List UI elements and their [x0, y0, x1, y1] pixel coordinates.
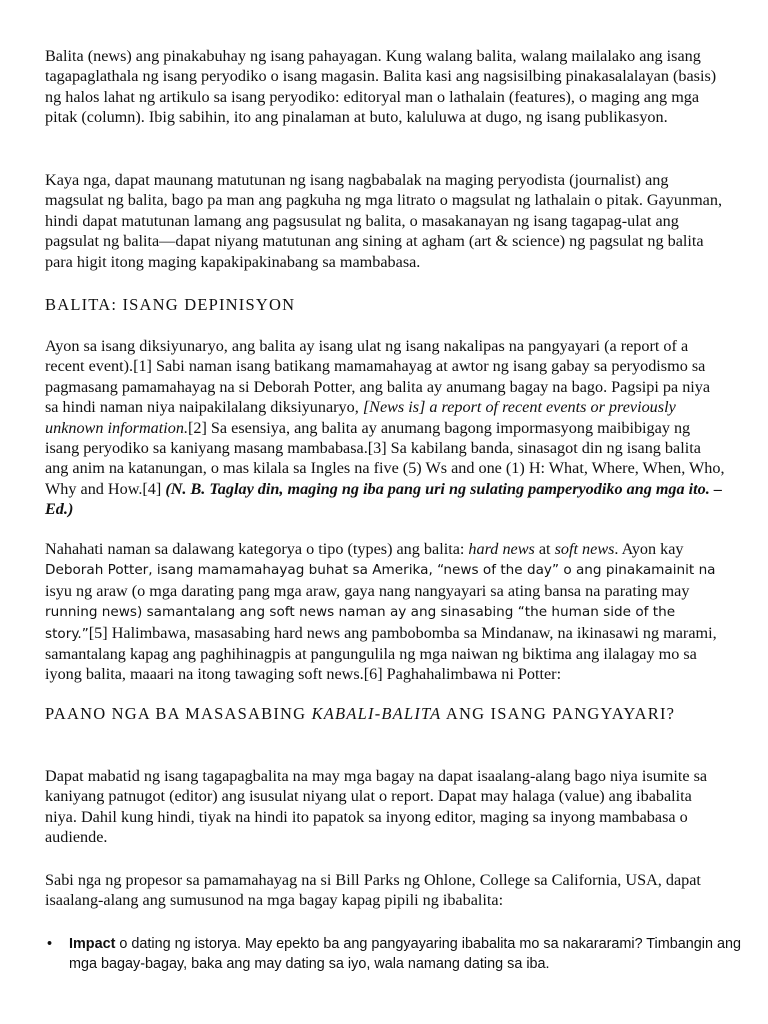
bullet-marker: • — [47, 936, 53, 952]
types-sans-text-1: Deborah Potter, isang mamamahayag buhat sa Amerika, “news of the day” o ang pinakamainit na — [45, 562, 716, 579]
types-text-3: isyu ng araw (o mga darating pang mga araw, gaya nang nangyayari sa ating bansa na parating may — [45, 581, 690, 600]
list-item — [45, 934, 759, 974]
definition-text-1: Ayon sa isang diksiyunaryo, ang balita ay isang ulat ng isang nakalipas na pangyayari (a report of a recent event).[1] Sabi naman isang batikang mamamahayag at awtor ng isang gabay sa peryodismo sa pagmasang pamamahayag na si Deborah Potter, ang balita ay anumang bagay na bago. Pagsipi pa niya sa hindi naman niya naipakilalang diksiyunaryo, — [45, 337, 711, 417]
term-hard-news: hard news — [468, 540, 535, 558]
bullet-lead-term: Impact — [69, 936, 116, 952]
term-soft-news: soft news — [554, 540, 615, 558]
heading-newsworthy-2: ANG ISANG PANGYAYARI? — [441, 704, 676, 723]
types-text-1: Nahahati naman sa dalawang kategorya o tipo (types) ang balita: — [45, 540, 469, 558]
bullet-text: o dating ng istorya. May epekto ba ang pangyayaring ibabalita mo sa nakararami? Timbangin ang mga bagay-bagay, baka ang may dating sa iyo, wala namang dating sa iba. — [69, 936, 741, 972]
heading-newsworthy — [45, 703, 725, 724]
types-sans-text-2: running news) samantalang ang soft news naman ay ang sinasabing “the human side of the story.” — [45, 604, 676, 642]
paragraph-news-value: Dapat mabatid ng isang tagapagbalita na may mga bagay na dapat isaalang-alang bago niya isumite sa kaniyang patnugot (editor) ang isusulat niyang ulat o report. Dapat may halaga (value) ang ibabalita niya. Dahil kung hindi, tiyak na hindi ito papatok sa inyong editor, maging sa inyong mambabasa o audiende. — [45, 767, 708, 847]
paragraph-learning-news: Kaya nga, dapat maunang matutunan ng isang nagbabalak na maging peryodista (journalist) ang magsulat ng balita, bago pa man ang pagkuha ng mga litrato o magsulat ng lathalain o pitak. Gayunman, hindi dapat matutunan lamang ang pagsusulat ng balita, o masakanayan ng isang tagapag-ulat ang pagsulat ng balita—dapat niyang matutunan ang sining at agham (art & science) ng pagsulat ng balita para higit itong maging kapakipakinabang sa mambabasa. — [45, 171, 723, 271]
types-text-4: [5] Halimbawa, masasabing hard news ang pambobomba sa Mindanaw, na ikinasawi ng marami, samantalang kapag ang paghihinagpis at pangungulila ng mga naiwan ng biktima ang ilalagay mo sa iyong balita, maaari na itong tawaging soft news.[6] Paghahalimbawa ni Potter: — [45, 623, 717, 684]
definition-text-2: [2] Sa esensiya, ang balita ay anumang bagong impormasyong maibibigay ng isang peryodiko sa kaniyang masang mambabasa.[3] Sa kabilang banda, sinasagot din ng isang balita ang anim na katanungan, o mas kilala sa Ingles na five (5) Ws and one (1) H: What, Where, When, Who, Why and How.[4] — [45, 418, 725, 498]
heading-newsworthy-italic: KABALI-BALITA — [311, 704, 442, 723]
editor-note: (N. B. Taglay din, maging ng iba pang uri ng sulating pamperyodiko ang mga ito. – Ed.) — [45, 479, 722, 519]
paragraph-news-types — [45, 539, 725, 685]
paragraph-definition — [45, 336, 725, 520]
heading-definition: BALITA: ISANG DEPINISYON — [45, 295, 296, 314]
paragraph-intro: Balita (news) ang pinakabuhay ng isang pahayagan. Kung walang balita, walang mailalako ang isang tagapaglathala ng isang peryodiko o isang magasin. Balita kasi ang nagsisilbing pinakasalalayan (basis) ng halos lahat ng artikulo sa isang peryodiko: editoryal man o lathalain (features), o maging ang mga pitak (column). Ibig sabihin, ito ang pinalaman at buto, kaluluwa at dugo, ng isang publikasyon. — [45, 47, 717, 127]
types-text-2: . Ayon kay — [614, 540, 684, 558]
types-text-at: at — [534, 540, 555, 558]
paragraph-bill-parks: Sabi nga ng propesor sa pamamahayag na si Bill Parks ng Ohlone, College sa California, USA, dapat isaalang-alang ang sumusunod na mga bagay kapag pipili ng ibabalita: — [45, 871, 701, 910]
definition-quote: [News is] a report of recent events or previously unknown information. — [45, 398, 676, 437]
heading-newsworthy-1: PAANO NGA BA MASASABING — [45, 704, 312, 723]
